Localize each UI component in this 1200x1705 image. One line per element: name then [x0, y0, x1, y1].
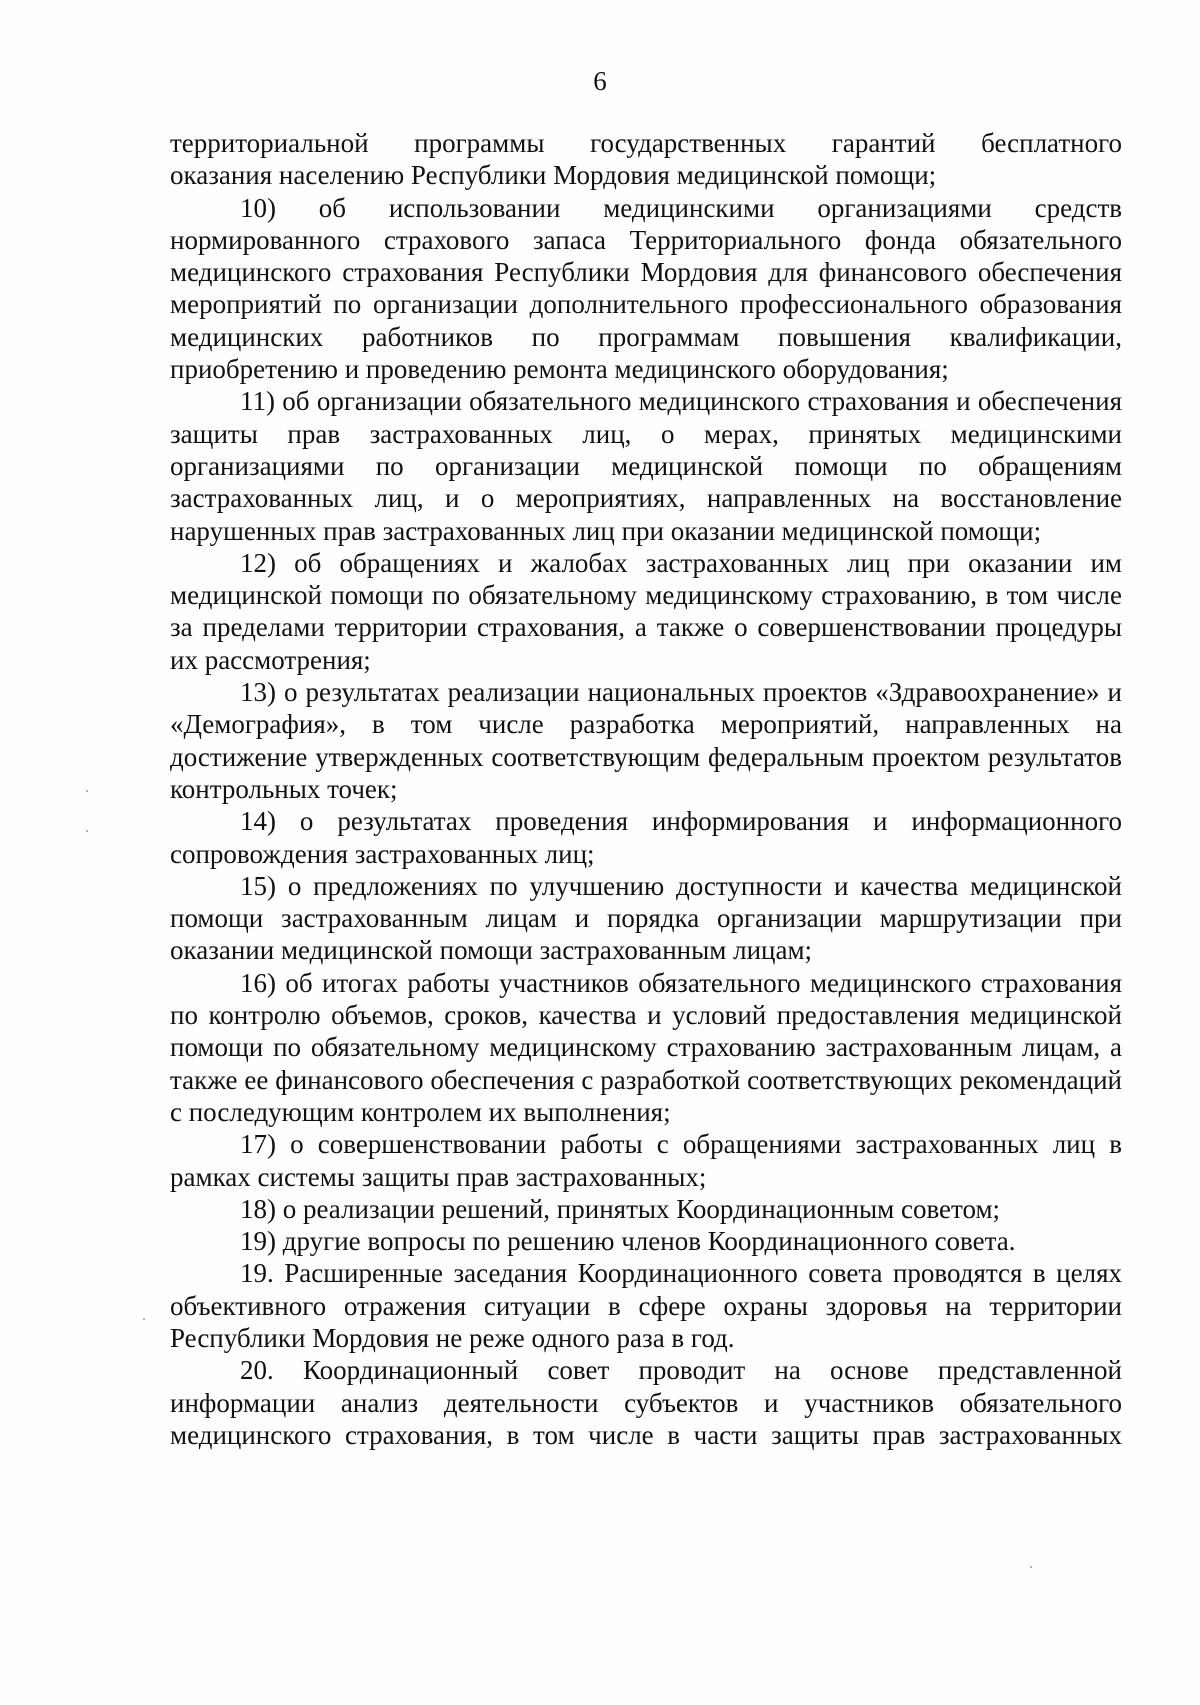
- scan-speck: [86, 790, 88, 792]
- paragraph-item-18: 18) о реализации решений, принятых Координационным советом;: [240, 1193, 1001, 1224]
- document-body: [170, 127, 1122, 1451]
- scan-speck: [143, 1318, 145, 1320]
- page-number: 6: [593, 66, 607, 96]
- paragraph-item-16: 16) об итогах работы участников обязательного медицинского страхования по контролю объемов, сроков, качества и условий предоставления медицинской помощи по обязательному медицинскому страхованию застрахованным лицам, а также ее финансового обеспечения с разработкой соответствующих рекомендаций с последующим контролем их выполнения;: [170, 967, 1122, 1127]
- paragraph-item-10: 10) об использовании медицинскими организациями средств нормированного страхового запаса Территориального фонда обязательного медицинского страхования Республики Мордовия для финансового обеспечения мероприятий по организации дополнительного профессионального образования медицинских работников по программам повышения квалификации, приобретению и проведению ремонта медицинского оборудования;: [170, 192, 1122, 385]
- paragraph-continuation-line1: территориальной программы государственных гарантий бесплатного: [170, 128, 1122, 158]
- paragraph-item-12: 12) об обращениях и жалобах застрахованных лиц при оказании им медицинской помощи по обязательному медицинскому страхованию, в том числе за пределами территории страхования, а также о совершенствовании процедуры их рассмотрения;: [170, 547, 1122, 675]
- paragraph-item-15: 15) о предложениях по улучшению доступности и качества медицинской помощи застрахованным лицам и порядка организации маршрутизации при оказании медицинской помощи застрахованным лицам;: [170, 870, 1122, 966]
- paragraph-item-17: 17) о совершенствовании работы с обращениями застрахованных лиц в рамках системы защиты прав застрахованных;: [170, 1129, 1122, 1192]
- paragraph-item-11: 11) об организации обязательного медицинского страхования и обеспечения защиты прав застрахованных лиц, о мерах, принятых медицинскими организациями по организации медицинской помощи по обращениям застрахованных лиц, и о мероприятиях, направленных на восстановление нарушенных прав застрахованных лиц при оказании медицинской помощи;: [170, 386, 1122, 546]
- scan-speck: [86, 830, 88, 832]
- paragraph-continuation-line2: оказания населению Республики Мордовия медицинской помощи;: [170, 160, 937, 191]
- paragraph-item-13: 13) о результатах реализации национальных проектов «Здравоохранение» и «Демография», в том числе разработка мероприятий, направленных на достижение утвержденных соответствующим федеральным проектом результатов контрольных точек;: [170, 677, 1122, 804]
- paragraph-section-19: 19. Расширенные заседания Координационного совета проводятся в целях объективного отражения ситуации в сфере охраны здоровья на территории Республики Мордовия не реже одного раза в год.: [170, 1258, 1122, 1353]
- scan-speck: [1030, 1566, 1032, 1568]
- paragraph-section-20: 20. Координационный совет проводит на основе представленной информации анализ деятельности субъектов и участников обязательного медицинского страхования, в том числе в части защиты прав застрахованных: [170, 1355, 1122, 1450]
- paragraph-item-19: 19) другие вопросы по решению членов Координационного совета.: [240, 1226, 1016, 1257]
- paragraph-item-14: 14) о результатах проведения информирования и информационного сопровождения застрахованных лиц;: [170, 806, 1122, 869]
